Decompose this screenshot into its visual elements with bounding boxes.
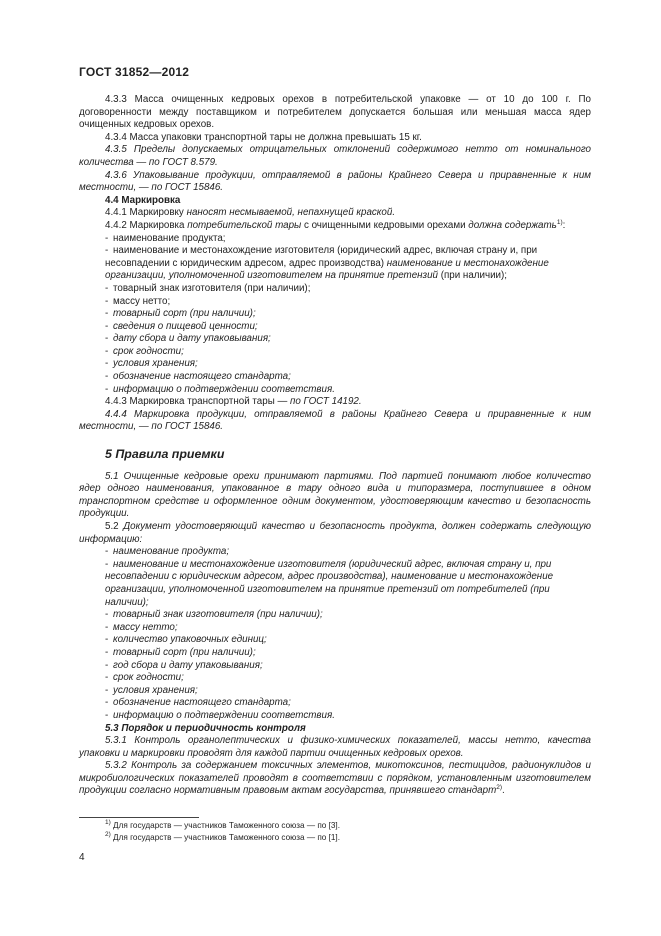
list-dash: -: [105, 383, 109, 395]
paragraph: [79, 220, 591, 233]
paragraph: [79, 94, 591, 132]
text-run: должна содержать: [468, 219, 557, 231]
list-dash: -: [105, 646, 109, 658]
list-dash: -: [105, 358, 109, 370]
list-item: [79, 672, 591, 685]
text-run: 5.1 Очищенные кедровые орехи принимают партиями. Под партией понимают любое количество ядер одного наименования, упакованное в тару одного вида и типоразмера, поступившее в одном транспортном средстве и оформленное одним документом, удостоверяющим качество и безопасность продукции.: [79, 470, 591, 520]
text-run: год сбора и дату упаковывания;: [113, 659, 263, 671]
paragraph: [79, 396, 591, 409]
text-run: наименование и местонахождение изготовителя (юридический адрес, включая страну и, при несовпадении с юридическим адресом, адрес производства), наименование и местонахождение организации, уполномоченной изготовителем на принятие претензий от потребителей (при наличии);: [105, 558, 554, 608]
list-item: [79, 308, 591, 321]
list-item: [79, 634, 591, 647]
footnote-text: Для государств — участников Таможенного союза — по [3].: [110, 821, 340, 830]
text-run: 4.3.6 Упаковывание продукции, отправляемой в районы Крайнего Севера и приравненные к ним местности, — по ГОСТ 15846.: [79, 169, 591, 194]
paragraph: [79, 471, 591, 521]
list-item: [79, 333, 591, 346]
list-item: [79, 384, 591, 397]
page-number: 4: [79, 852, 85, 863]
footnote: [105, 832, 340, 844]
list-item: [79, 283, 591, 296]
list-item: [79, 233, 591, 246]
section-heading: [79, 195, 591, 208]
list-item: [79, 296, 591, 309]
text-run: товарный сорт (при наличии);: [113, 308, 256, 320]
list-item: [79, 321, 591, 334]
text-run: условия хранения;: [113, 358, 198, 370]
text-run: массу нетто;: [113, 621, 178, 633]
text-run: товарный знак изготовителя (при наличии);: [113, 282, 311, 294]
list-item: [79, 546, 591, 559]
list-dash: -: [105, 672, 109, 684]
text-run: 5.3.1 Контроль органолептических и физико-химических показателей, массы нетто, качества упаковки и маркировки проводят для каждой партии очищенных кедровых орехов.: [79, 735, 591, 759]
list-item: [79, 245, 591, 283]
list-dash: -: [105, 282, 109, 294]
text-run: с очищенными кедровыми орехами: [301, 219, 469, 231]
text-run: :: [562, 219, 566, 231]
text-run: потребительской тары: [187, 219, 302, 231]
text-run: наименование продукта;: [113, 232, 226, 244]
footnotes: [105, 820, 340, 844]
text-run: наименование и местонахождение изготовителя (юридический адрес, включая страну и, при несовпадении с юридическим адресом, адрес производства): [105, 245, 538, 269]
list-dash: -: [105, 684, 109, 696]
list-dash: -: [105, 558, 109, 570]
paragraph: [79, 170, 591, 195]
text-run: наносят несмываемой, непахнущей краской.: [186, 207, 396, 219]
text-run: обозначение настоящего стандарта;: [113, 371, 291, 383]
text-run: 4.4.4 Маркировка продукции, отправляемой в районы Крайнего Севера и приравненные к ним местности, — по ГОСТ 15846.: [79, 408, 591, 433]
footnote-mark: 2): [105, 831, 111, 838]
text-run: дату сбора и дату упаковывания;: [113, 333, 271, 345]
text-run: Документ удостоверяющий качество и безопасность продукта, должен содержать следующую информацию:: [79, 521, 591, 545]
text-run: массу нетто;: [113, 295, 171, 307]
list-item: [79, 346, 591, 359]
paragraph: [79, 409, 591, 434]
list-dash: -: [105, 697, 109, 709]
footnote-divider: [79, 817, 199, 818]
text-run: товарный знак изготовителя (при наличии);: [113, 609, 323, 621]
text-run: 4.3.3 Масса очищенных кедровых орехов в потребительской упаковке — от 10 до 100 г. По договоренности между поставщиком и потребителем допускается большая или меньшая масса ядер очищенных кедровых орехов.: [79, 94, 591, 131]
text-run: товарный сорт (при наличии);: [113, 646, 256, 658]
text-run: 5.3.2 Контроль за содержанием токсичных элементов, микотоксинов, пестицидов, радионуклидов и микробиологических показателей проводят в соответствии с порядком, установленным изготовителем продукции согласно нормативным правовым актам государства, принявшего стандарт: [79, 760, 591, 797]
text-run: 5.2: [105, 521, 124, 532]
list-item: [79, 685, 591, 698]
text-run: срок годности;: [113, 345, 184, 357]
list-item: [79, 622, 591, 635]
text-run: информацию о подтверждении соответствия.: [113, 709, 335, 721]
list-dash: -: [105, 308, 109, 320]
paragraph: [79, 735, 591, 760]
paragraph: [79, 760, 591, 798]
text-run: сведения о пищевой ценности;: [113, 320, 258, 332]
text-run: обозначение настоящего стандарта;: [113, 697, 291, 709]
text-run: 4.4.2 Маркировка: [105, 219, 188, 231]
list-item: [79, 559, 591, 609]
text-run: 4.4 Маркировка: [105, 194, 181, 206]
paragraph: [79, 144, 591, 169]
paragraph: [79, 207, 591, 220]
footnote-text: Для государств — участников Таможенного союза — по [1].: [110, 833, 340, 842]
text-run: информацию о подтверждении соответствия.: [113, 383, 335, 395]
list-dash: -: [105, 232, 109, 244]
text-run: 4.3.4 Масса упаковки транспортной тары не должна превышать 15 кг.: [105, 131, 422, 143]
text-run: условия хранения;: [113, 684, 198, 696]
text-run: 4.4.3 Маркировка транспортной тары —: [105, 396, 290, 408]
footnote-ref: 2): [496, 784, 503, 792]
list-item: [79, 371, 591, 384]
paragraph: [79, 521, 591, 546]
subsection-heading: [79, 723, 591, 736]
text-run: срок годности;: [113, 672, 184, 684]
list-dash: -: [105, 371, 109, 383]
list-dash: -: [105, 333, 109, 345]
list-dash: -: [105, 295, 109, 307]
list-item: [79, 609, 591, 622]
list-item: [79, 660, 591, 673]
text-run: 4.3.5 Пределы допускаемых отрицательных отклонений содержимого нетто от номинального количества — по ГОСТ 8.579.: [79, 144, 591, 168]
list-item: [79, 647, 591, 660]
list-dash: -: [105, 609, 109, 621]
list-dash: -: [105, 709, 109, 721]
text-run: по ГОСТ 14192.: [290, 396, 362, 408]
text-run: (при наличии);: [437, 270, 507, 282]
text-run: количество упаковочных единиц;: [113, 634, 267, 646]
text-run: наименование продукта;: [113, 546, 230, 558]
paragraph: [79, 132, 591, 145]
list-dash: -: [105, 659, 109, 671]
text-run: 5.3 Порядок и периодичность контроля: [105, 722, 306, 734]
list-dash: -: [105, 546, 109, 558]
list-dash: -: [105, 634, 109, 646]
text-run: 4.4.1 Маркировку: [105, 207, 187, 219]
list-dash: -: [105, 320, 109, 332]
list-item: [79, 710, 591, 723]
list-dash: -: [105, 245, 109, 257]
text-run: .: [502, 785, 505, 797]
document-header: ГОСТ 31852—2012: [79, 65, 190, 79]
text-run: 5 Правила приемки: [105, 447, 225, 462]
body-text: [79, 94, 591, 798]
list-item: [79, 697, 591, 710]
footnote-ref: 1): [556, 218, 563, 226]
text-run: наименование и местонахождение организации, уполномоченной изготовителем на принятие претензий: [105, 257, 549, 282]
chapter-heading: [79, 448, 591, 461]
footnote: [105, 820, 340, 832]
list-dash: -: [105, 345, 109, 357]
list-item: [79, 358, 591, 371]
footnote-mark: 1): [105, 819, 111, 826]
list-dash: -: [105, 621, 109, 633]
